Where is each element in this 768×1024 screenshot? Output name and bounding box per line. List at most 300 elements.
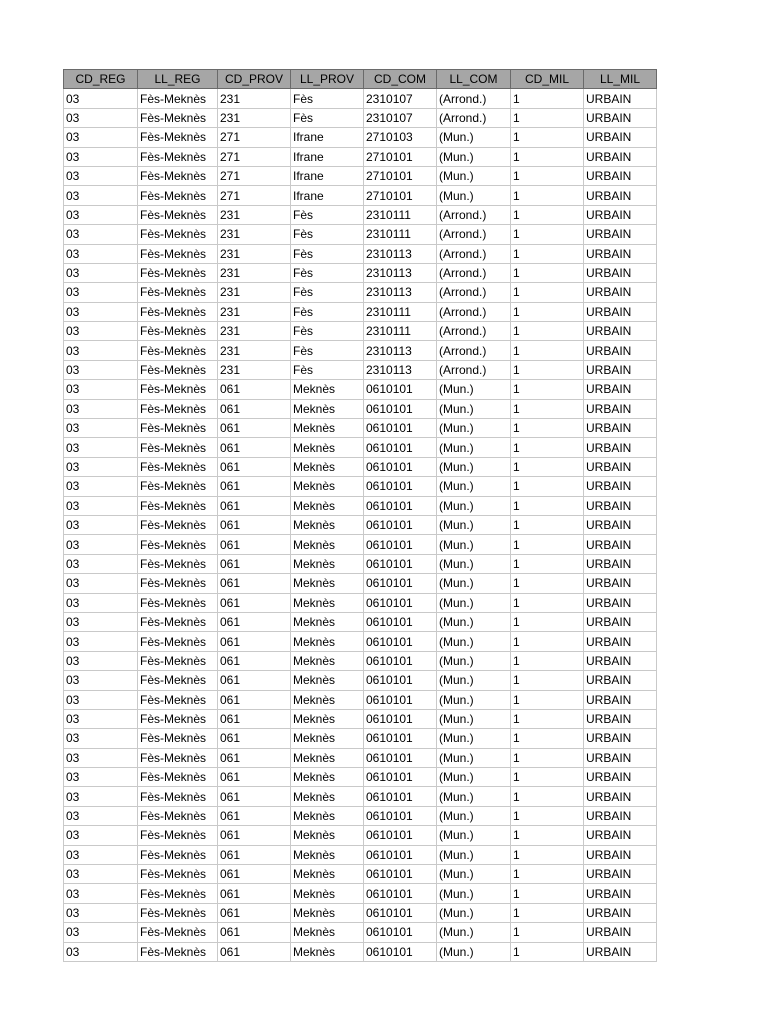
table-cell-cd-mil: 1 [511, 690, 584, 709]
table-cell-cd-reg: 03 [64, 690, 138, 709]
table-row [64, 535, 657, 554]
column-header-cd-com: CD_COM [364, 70, 437, 89]
table-cell-ll-com: (Mun.) [437, 671, 511, 690]
table-cell-cd-com: 0610101 [364, 806, 437, 825]
table-cell-ll-reg: Fès-Meknès [138, 477, 218, 496]
table-cell-cd-mil: 1 [511, 574, 584, 593]
table-row [64, 496, 657, 515]
table-cell-cd-reg: 03 [64, 477, 138, 496]
table-cell-ll-reg: Fès-Meknès [138, 787, 218, 806]
table-cell-ll-reg: Fès-Meknès [138, 147, 218, 166]
table-cell-ll-com: (Arrond.) [437, 225, 511, 244]
table-cell-ll-mil: URBAIN [584, 341, 657, 360]
table-row [64, 302, 657, 321]
table-cell-cd-com: 0610101 [364, 593, 437, 612]
table-cell-cd-com: 0610101 [364, 884, 437, 903]
table-cell-cd-reg: 03 [64, 535, 138, 554]
table-cell-cd-com: 0610101 [364, 768, 437, 787]
table-row [64, 806, 657, 825]
table-cell-ll-prov: Ifrane [291, 147, 364, 166]
table-cell-ll-mil: URBAIN [584, 263, 657, 282]
table-cell-cd-com: 0610101 [364, 477, 437, 496]
table-cell-ll-prov: Meknès [291, 612, 364, 631]
table-cell-cd-prov: 231 [218, 89, 291, 108]
table-cell-ll-prov: Meknès [291, 768, 364, 787]
table-cell-ll-mil: URBAIN [584, 380, 657, 399]
table-cell-ll-mil: URBAIN [584, 457, 657, 476]
table-cell-cd-mil: 1 [511, 205, 584, 224]
table-cell-ll-com: (Mun.) [437, 438, 511, 457]
table-cell-ll-com: (Mun.) [437, 147, 511, 166]
table-cell-ll-prov: Fès [291, 108, 364, 127]
table-cell-cd-reg: 03 [64, 186, 138, 205]
table-cell-cd-prov: 061 [218, 632, 291, 651]
table-cell-ll-mil: URBAIN [584, 515, 657, 534]
table-cell-ll-reg: Fès-Meknès [138, 322, 218, 341]
table-row [64, 399, 657, 418]
table-cell-ll-reg: Fès-Meknès [138, 574, 218, 593]
table-cell-cd-prov: 061 [218, 419, 291, 438]
table-cell-cd-mil: 1 [511, 903, 584, 922]
table-cell-cd-com: 0610101 [364, 748, 437, 767]
table-cell-ll-mil: URBAIN [584, 554, 657, 573]
table-cell-cd-prov: 061 [218, 865, 291, 884]
table-row [64, 574, 657, 593]
table-cell-ll-prov: Meknès [291, 671, 364, 690]
table-cell-cd-reg: 03 [64, 632, 138, 651]
table-cell-ll-com: (Mun.) [437, 515, 511, 534]
table-cell-ll-mil: URBAIN [584, 244, 657, 263]
table-cell-cd-reg: 03 [64, 903, 138, 922]
table-cell-cd-mil: 1 [511, 593, 584, 612]
table-cell-cd-prov: 061 [218, 457, 291, 476]
table-cell-cd-mil: 1 [511, 806, 584, 825]
table-cell-ll-mil: URBAIN [584, 496, 657, 515]
table-cell-ll-prov: Fès [291, 283, 364, 302]
table-cell-cd-reg: 03 [64, 806, 138, 825]
table-cell-cd-prov: 231 [218, 263, 291, 282]
table-cell-ll-com: (Mun.) [437, 535, 511, 554]
table-cell-cd-mil: 1 [511, 380, 584, 399]
table-cell-cd-prov: 231 [218, 244, 291, 263]
table-cell-cd-prov: 271 [218, 186, 291, 205]
table-cell-ll-mil: URBAIN [584, 806, 657, 825]
table-cell-cd-mil: 1 [511, 768, 584, 787]
table-cell-ll-reg: Fès-Meknès [138, 942, 218, 961]
table-cell-cd-mil: 1 [511, 108, 584, 127]
table-cell-ll-mil: URBAIN [584, 283, 657, 302]
table-cell-ll-prov: Meknès [291, 457, 364, 476]
table-cell-ll-prov: Fès [291, 205, 364, 224]
table-cell-cd-mil: 1 [511, 322, 584, 341]
table-cell-cd-com: 0610101 [364, 690, 437, 709]
table-cell-ll-prov: Fès [291, 244, 364, 263]
table-cell-ll-mil: URBAIN [584, 787, 657, 806]
table-cell-cd-mil: 1 [511, 225, 584, 244]
table-cell-cd-prov: 271 [218, 128, 291, 147]
table-cell-cd-reg: 03 [64, 166, 138, 185]
table-cell-cd-com: 2310113 [364, 244, 437, 263]
table-cell-cd-com: 0610101 [364, 515, 437, 534]
table-cell-ll-com: (Arrond.) [437, 302, 511, 321]
table-cell-cd-prov: 061 [218, 884, 291, 903]
table-cell-cd-reg: 03 [64, 515, 138, 534]
table-cell-cd-mil: 1 [511, 787, 584, 806]
table-cell-cd-mil: 1 [511, 535, 584, 554]
table-cell-ll-mil: URBAIN [584, 593, 657, 612]
table-cell-cd-reg: 03 [64, 709, 138, 728]
table-cell-ll-reg: Fès-Meknès [138, 845, 218, 864]
table-body [64, 89, 657, 962]
table-cell-cd-prov: 231 [218, 360, 291, 379]
table-cell-cd-com: 2310111 [364, 302, 437, 321]
column-header-ll-com: LL_COM [437, 70, 511, 89]
table-cell-ll-prov: Fès [291, 360, 364, 379]
table-cell-cd-reg: 03 [64, 205, 138, 224]
table-cell-cd-reg: 03 [64, 729, 138, 748]
table-cell-ll-mil: URBAIN [584, 942, 657, 961]
table-cell-ll-reg: Fès-Meknès [138, 302, 218, 321]
table-row [64, 322, 657, 341]
table-cell-ll-com: (Mun.) [437, 729, 511, 748]
table-cell-cd-mil: 1 [511, 826, 584, 845]
table-cell-ll-mil: URBAIN [584, 574, 657, 593]
table-cell-ll-prov: Meknès [291, 419, 364, 438]
table-cell-cd-reg: 03 [64, 593, 138, 612]
table-cell-ll-mil: URBAIN [584, 632, 657, 651]
table-cell-ll-com: (Mun.) [437, 186, 511, 205]
table-cell-ll-com: (Mun.) [437, 554, 511, 573]
table-cell-ll-reg: Fès-Meknès [138, 399, 218, 418]
table-cell-ll-com: (Arrond.) [437, 89, 511, 108]
table-cell-cd-com: 2710101 [364, 186, 437, 205]
table-cell-cd-reg: 03 [64, 302, 138, 321]
table-cell-cd-mil: 1 [511, 515, 584, 534]
table-cell-ll-reg: Fès-Meknès [138, 380, 218, 399]
table-cell-cd-prov: 061 [218, 612, 291, 631]
table-cell-cd-com: 0610101 [364, 942, 437, 961]
table-cell-ll-reg: Fès-Meknès [138, 535, 218, 554]
table-cell-cd-prov: 061 [218, 748, 291, 767]
table-cell-ll-com: (Mun.) [437, 593, 511, 612]
table-cell-ll-reg: Fès-Meknès [138, 225, 218, 244]
table-cell-cd-com: 2310107 [364, 89, 437, 108]
table-cell-ll-reg: Fès-Meknès [138, 903, 218, 922]
table-cell-ll-reg: Fès-Meknès [138, 438, 218, 457]
table-cell-ll-prov: Meknès [291, 438, 364, 457]
table-cell-cd-prov: 061 [218, 787, 291, 806]
table-cell-ll-prov: Fès [291, 89, 364, 108]
table-cell-cd-mil: 1 [511, 865, 584, 884]
table-row [64, 671, 657, 690]
table-cell-cd-mil: 1 [511, 457, 584, 476]
table-cell-ll-prov: Meknès [291, 884, 364, 903]
table-cell-cd-reg: 03 [64, 612, 138, 631]
table-cell-ll-reg: Fès-Meknès [138, 690, 218, 709]
table-cell-ll-prov: Meknès [291, 923, 364, 942]
table-cell-cd-reg: 03 [64, 438, 138, 457]
table-cell-cd-mil: 1 [511, 496, 584, 515]
table-cell-cd-reg: 03 [64, 748, 138, 767]
table-cell-cd-com: 0610101 [364, 535, 437, 554]
table-row [64, 360, 657, 379]
table-cell-cd-prov: 061 [218, 535, 291, 554]
table-cell-ll-reg: Fès-Meknès [138, 205, 218, 224]
column-header-cd-reg: CD_REG [64, 70, 138, 89]
table-cell-ll-com: (Mun.) [437, 419, 511, 438]
table-cell-cd-mil: 1 [511, 166, 584, 185]
table-cell-cd-reg: 03 [64, 108, 138, 127]
table-cell-ll-prov: Meknès [291, 709, 364, 728]
table-row [64, 748, 657, 767]
table-cell-ll-com: (Arrond.) [437, 263, 511, 282]
table-cell-cd-reg: 03 [64, 651, 138, 670]
table-row [64, 865, 657, 884]
table-cell-cd-prov: 061 [218, 690, 291, 709]
table-cell-ll-mil: URBAIN [584, 360, 657, 379]
table-cell-cd-com: 2710101 [364, 166, 437, 185]
table-cell-ll-com: (Mun.) [437, 166, 511, 185]
table-row [64, 263, 657, 282]
table-cell-cd-com: 2310111 [364, 205, 437, 224]
table-cell-ll-reg: Fès-Meknès [138, 244, 218, 263]
table-cell-cd-reg: 03 [64, 341, 138, 360]
table-cell-ll-prov: Ifrane [291, 186, 364, 205]
table-cell-cd-reg: 03 [64, 380, 138, 399]
table-cell-ll-prov: Meknès [291, 690, 364, 709]
table-cell-ll-reg: Fès-Meknès [138, 554, 218, 573]
table-cell-cd-mil: 1 [511, 845, 584, 864]
table-cell-cd-com: 0610101 [364, 554, 437, 573]
table-cell-cd-prov: 231 [218, 108, 291, 127]
table-cell-ll-prov: Meknès [291, 632, 364, 651]
table-row [64, 186, 657, 205]
table-cell-cd-reg: 03 [64, 942, 138, 961]
column-header-ll-mil: LL_MIL [584, 70, 657, 89]
table-cell-ll-prov: Meknès [291, 845, 364, 864]
table-cell-ll-mil: URBAIN [584, 690, 657, 709]
table-cell-cd-prov: 061 [218, 574, 291, 593]
table-row [64, 632, 657, 651]
table-cell-cd-com: 0610101 [364, 438, 437, 457]
table-cell-cd-com: 0610101 [364, 729, 437, 748]
table-cell-cd-reg: 03 [64, 865, 138, 884]
table-cell-ll-prov: Meknès [291, 942, 364, 961]
table-cell-ll-reg: Fès-Meknès [138, 923, 218, 942]
table-cell-cd-reg: 03 [64, 225, 138, 244]
table-cell-ll-mil: URBAIN [584, 438, 657, 457]
table-cell-cd-prov: 271 [218, 147, 291, 166]
header-row [64, 70, 657, 89]
table-cell-cd-prov: 061 [218, 942, 291, 961]
table-cell-ll-mil: URBAIN [584, 729, 657, 748]
table-cell-ll-com: (Mun.) [437, 826, 511, 845]
table-cell-cd-reg: 03 [64, 671, 138, 690]
table-cell-ll-prov: Meknès [291, 554, 364, 573]
table-cell-cd-prov: 061 [218, 768, 291, 787]
table-cell-cd-mil: 1 [511, 302, 584, 321]
table-cell-ll-com: (Mun.) [437, 709, 511, 728]
table-cell-cd-prov: 061 [218, 515, 291, 534]
table-cell-ll-reg: Fès-Meknès [138, 283, 218, 302]
table-cell-cd-prov: 231 [218, 341, 291, 360]
table-cell-cd-com: 0610101 [364, 612, 437, 631]
table-cell-ll-reg: Fès-Meknès [138, 166, 218, 185]
table-cell-cd-prov: 061 [218, 477, 291, 496]
table-cell-cd-com: 0610101 [364, 709, 437, 728]
table-cell-cd-com: 2710101 [364, 147, 437, 166]
table-cell-ll-prov: Meknès [291, 399, 364, 418]
table-cell-cd-prov: 061 [218, 593, 291, 612]
table-cell-ll-reg: Fès-Meknès [138, 632, 218, 651]
table-cell-cd-com: 0610101 [364, 574, 437, 593]
table-cell-ll-prov: Meknès [291, 593, 364, 612]
table-row [64, 225, 657, 244]
table-cell-ll-mil: URBAIN [584, 865, 657, 884]
table-row [64, 147, 657, 166]
table-cell-cd-mil: 1 [511, 671, 584, 690]
table-row [64, 826, 657, 845]
table-cell-ll-com: (Mun.) [437, 942, 511, 961]
table-cell-ll-reg: Fès-Meknès [138, 108, 218, 127]
table-header [64, 70, 657, 89]
table-cell-ll-prov: Meknès [291, 826, 364, 845]
table-cell-cd-mil: 1 [511, 884, 584, 903]
table-cell-cd-reg: 03 [64, 360, 138, 379]
table-cell-cd-prov: 061 [218, 496, 291, 515]
table-row [64, 554, 657, 573]
table-cell-ll-mil: URBAIN [584, 826, 657, 845]
table-cell-ll-com: (Mun.) [437, 380, 511, 399]
table-cell-ll-reg: Fès-Meknès [138, 612, 218, 631]
table-row [64, 244, 657, 263]
table-cell-cd-reg: 03 [64, 845, 138, 864]
table-row [64, 205, 657, 224]
table-cell-ll-reg: Fès-Meknès [138, 865, 218, 884]
table-cell-ll-mil: URBAIN [584, 186, 657, 205]
table-cell-cd-prov: 061 [218, 438, 291, 457]
table-cell-ll-mil: URBAIN [584, 923, 657, 942]
table-cell-ll-prov: Ifrane [291, 128, 364, 147]
table-cell-ll-reg: Fès-Meknès [138, 186, 218, 205]
table-cell-cd-com: 0610101 [364, 399, 437, 418]
table-cell-ll-mil: URBAIN [584, 709, 657, 728]
table-row [64, 341, 657, 360]
table-cell-ll-mil: URBAIN [584, 671, 657, 690]
table-cell-cd-prov: 061 [218, 709, 291, 728]
table-row [64, 477, 657, 496]
table-cell-cd-reg: 03 [64, 419, 138, 438]
table-cell-ll-com: (Mun.) [437, 845, 511, 864]
table-cell-cd-reg: 03 [64, 147, 138, 166]
table-cell-cd-mil: 1 [511, 360, 584, 379]
table-cell-cd-mil: 1 [511, 244, 584, 263]
table-cell-cd-reg: 03 [64, 399, 138, 418]
table-cell-ll-reg: Fès-Meknès [138, 341, 218, 360]
column-header-ll-prov: LL_PROV [291, 70, 364, 89]
table-cell-cd-prov: 061 [218, 399, 291, 418]
table-cell-ll-reg: Fès-Meknès [138, 768, 218, 787]
table-cell-cd-prov: 061 [218, 671, 291, 690]
column-header-cd-mil: CD_MIL [511, 70, 584, 89]
table-row [64, 923, 657, 942]
table-cell-ll-com: (Mun.) [437, 748, 511, 767]
table-cell-ll-mil: URBAIN [584, 845, 657, 864]
table-cell-ll-mil: URBAIN [584, 225, 657, 244]
column-header-cd-prov: CD_PROV [218, 70, 291, 89]
table-cell-cd-com: 0610101 [364, 865, 437, 884]
table-cell-cd-reg: 03 [64, 89, 138, 108]
table-cell-ll-mil: URBAIN [584, 768, 657, 787]
table-cell-ll-prov: Fès [291, 225, 364, 244]
table-row [64, 845, 657, 864]
table-cell-ll-reg: Fès-Meknès [138, 651, 218, 670]
table-cell-ll-mil: URBAIN [584, 748, 657, 767]
table-cell-cd-com: 0610101 [364, 826, 437, 845]
table-cell-cd-reg: 03 [64, 457, 138, 476]
table-cell-ll-reg: Fès-Meknès [138, 729, 218, 748]
table-cell-cd-prov: 271 [218, 166, 291, 185]
table-cell-ll-mil: URBAIN [584, 419, 657, 438]
table-row [64, 709, 657, 728]
table-cell-cd-com: 0610101 [364, 496, 437, 515]
table-cell-cd-reg: 03 [64, 244, 138, 263]
table-cell-ll-mil: URBAIN [584, 399, 657, 418]
table-cell-cd-reg: 03 [64, 322, 138, 341]
table-cell-cd-com: 0610101 [364, 457, 437, 476]
table-cell-ll-com: (Mun.) [437, 787, 511, 806]
table-cell-cd-com: 0610101 [364, 380, 437, 399]
table-cell-ll-mil: URBAIN [584, 477, 657, 496]
table-cell-cd-reg: 03 [64, 554, 138, 573]
table-cell-cd-reg: 03 [64, 768, 138, 787]
table-row [64, 768, 657, 787]
table-cell-ll-reg: Fès-Meknès [138, 419, 218, 438]
table-cell-ll-mil: URBAIN [584, 147, 657, 166]
table-cell-ll-reg: Fès-Meknès [138, 128, 218, 147]
data-table [63, 69, 657, 962]
table-row [64, 515, 657, 534]
table-cell-cd-com: 2310113 [364, 283, 437, 302]
table-cell-cd-mil: 1 [511, 612, 584, 631]
table-cell-cd-mil: 1 [511, 651, 584, 670]
table-cell-ll-mil: URBAIN [584, 651, 657, 670]
table-cell-ll-mil: URBAIN [584, 903, 657, 922]
table-row [64, 690, 657, 709]
table-cell-cd-prov: 231 [218, 322, 291, 341]
table-cell-ll-com: (Mun.) [437, 496, 511, 515]
table-cell-cd-prov: 231 [218, 302, 291, 321]
table-row [64, 438, 657, 457]
table-cell-ll-mil: URBAIN [584, 884, 657, 903]
table-row [64, 884, 657, 903]
table-cell-ll-com: (Mun.) [437, 690, 511, 709]
table-row [64, 593, 657, 612]
table-cell-cd-mil: 1 [511, 729, 584, 748]
table-cell-ll-prov: Meknès [291, 535, 364, 554]
table-cell-cd-mil: 1 [511, 399, 584, 418]
table-cell-cd-com: 0610101 [364, 671, 437, 690]
table-cell-ll-com: (Mun.) [437, 477, 511, 496]
table-cell-ll-reg: Fès-Meknès [138, 671, 218, 690]
table-cell-cd-com: 2310111 [364, 322, 437, 341]
table-cell-ll-reg: Fès-Meknès [138, 360, 218, 379]
table-cell-ll-com: (Mun.) [437, 768, 511, 787]
table-cell-cd-mil: 1 [511, 263, 584, 282]
table-cell-cd-prov: 061 [218, 806, 291, 825]
table-cell-ll-reg: Fès-Meknès [138, 457, 218, 476]
table-cell-ll-com: (Arrond.) [437, 341, 511, 360]
